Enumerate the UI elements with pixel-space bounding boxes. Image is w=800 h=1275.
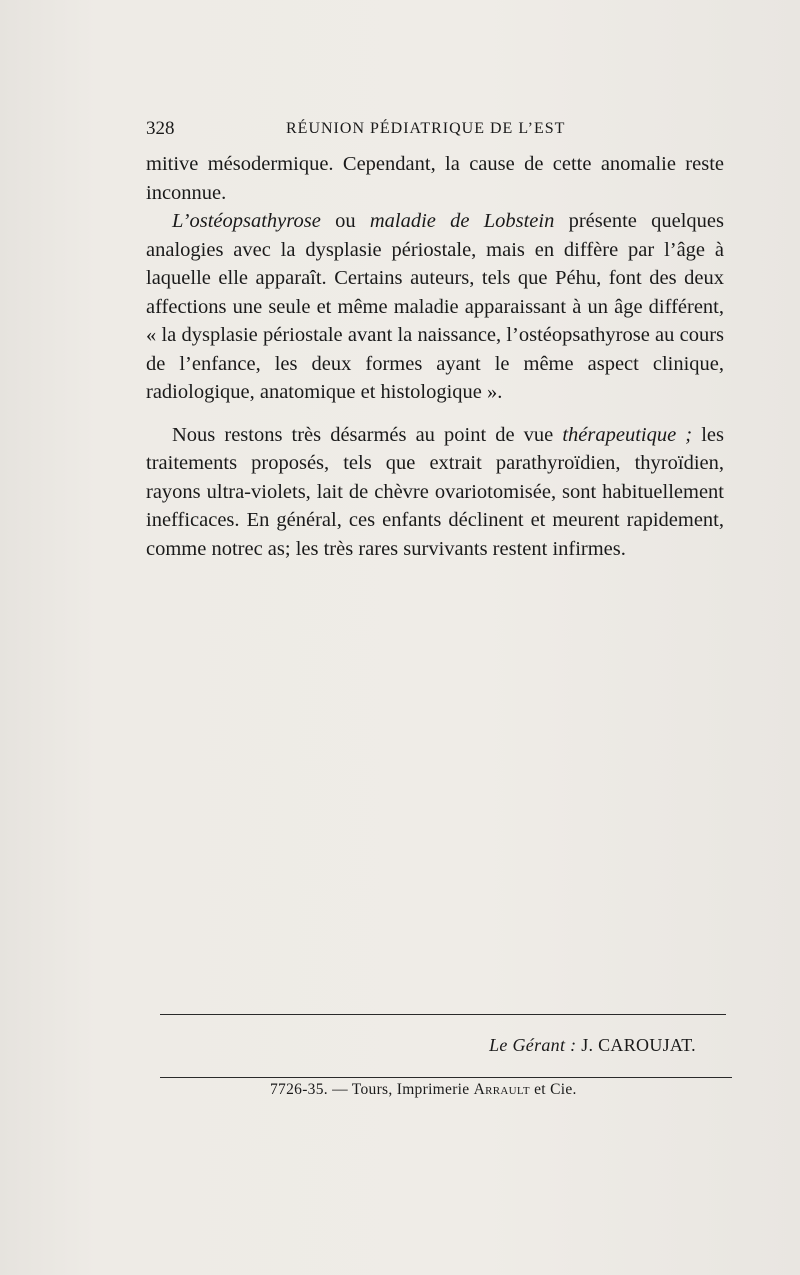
imprint-code: 7726-35. — Tours, Imprimerie [270,1081,474,1098]
printer-imprint [270,1081,577,1099]
running-head: RÉUNION PÉDIATRIQUE DE L’EST [286,120,566,137]
italic-segment: L’ostéopsathyrose [172,210,321,232]
text-segment: Nous restons très désarmés au point de vue [172,423,563,446]
page-header [146,116,726,142]
manager-role: Le Gérant : [489,1035,577,1055]
manager-signature-line [489,1035,696,1056]
imprint-printer: Arrault [473,1081,530,1098]
paragraph-2 [146,207,724,407]
text-segment: ou [320,210,370,232]
paragraph-1 [146,150,724,207]
italic-segment: thérapeutique ; [562,423,693,446]
text-segment: présente quelques analogies avec la dysplasie périostale, mais en diffère par l’âge à laquelle elle apparaît. Certains auteurs, tels que Péhu, font des deux affections une seule et même maladie apparaissant à un âge différent, « la dysplasie périostale avant la naissance, l’ostéopsathyrose au cours de l’enfance, les deux formes ayant le même aspect clinique, radiologique, anatomique et histologique ». [146,210,724,403]
italic-segment: maladie de Lobstein [369,210,555,232]
page-number: 328 [146,118,175,139]
imprint-suffix: et Cie. [529,1081,577,1098]
paragraph-3 [146,421,724,564]
text-segment: les traitements proposés, tels que extrait parathyroïdien, thyroïdien, rayons ultra-violets, lait de chèvre ovariotomisée, sont habituellement inefficaces. En général, ces enfants déclinent et meurent rapidement, comme notrec as; les très rares survivants restent infirmes. [146,423,724,560]
manager-name: J. CAROUJAT. [581,1035,696,1055]
footer-rule-bottom [160,1077,732,1078]
footer-rule-top [160,1014,726,1015]
body-text [146,150,724,563]
text-segment: mitive mésodermique. Cependant, la cause de cette anomalie reste inconnue. [146,153,724,204]
